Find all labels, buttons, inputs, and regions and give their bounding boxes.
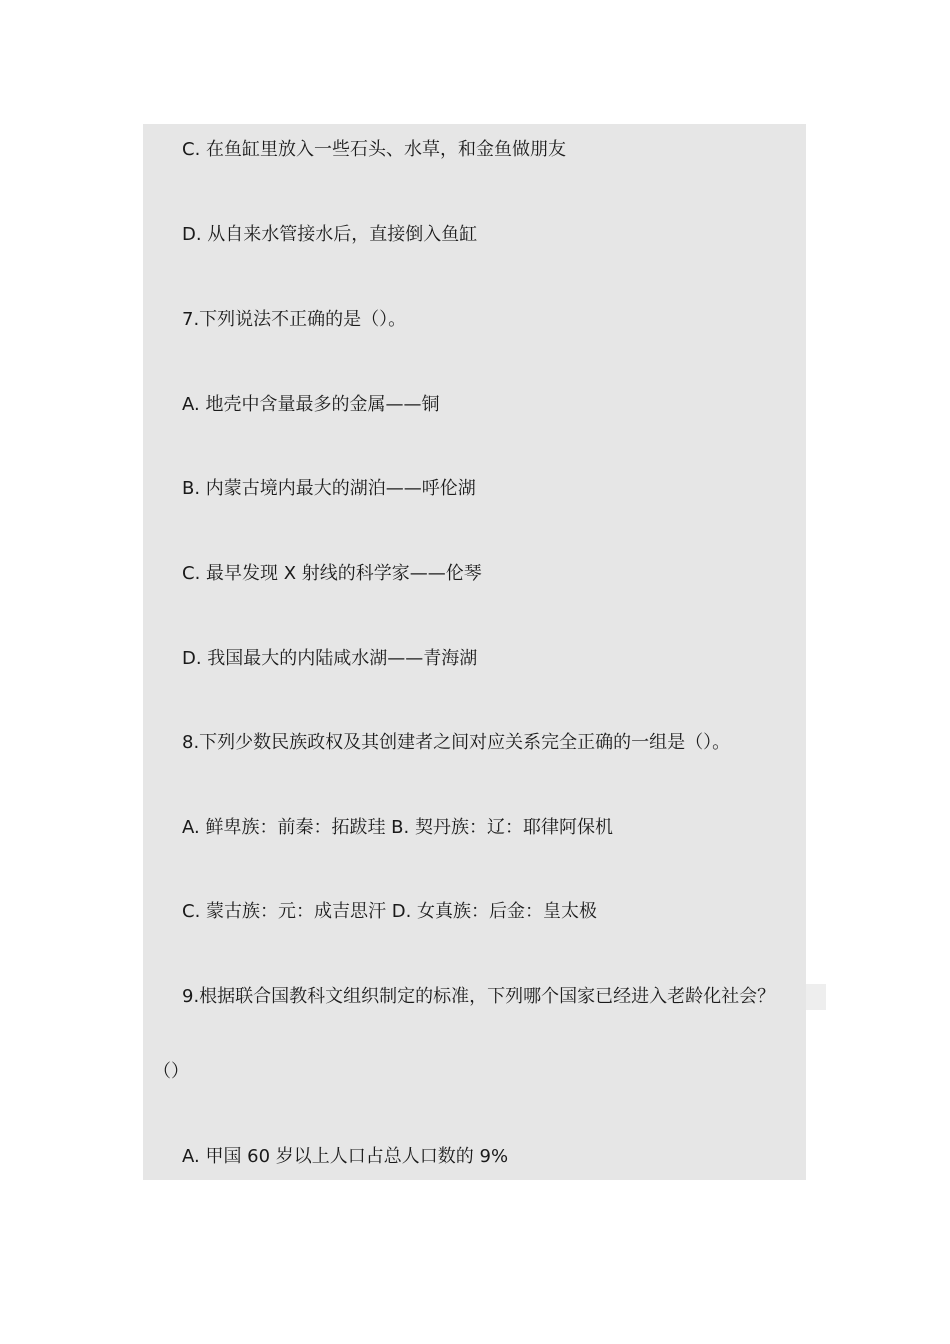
option-7b: B. 内蒙古境内最大的湖泊——呼伦湖 bbox=[182, 478, 476, 499]
option-8cd: C. 蒙古族：元：成吉思汗 D. 女真族：后金：皇太极 bbox=[182, 901, 598, 922]
question-8: 8.下列少数民族政权及其创建者之间对应关系完全正确的一组是（）。 bbox=[182, 732, 731, 753]
option-8ab: A. 鲜卑族：前秦：拓跋珪 B. 契丹族：辽：耶律阿保机 bbox=[182, 817, 613, 838]
question-9: 9.根据联合国教科文组织制定的标准，下列哪个国家已经进入老龄化社会？ bbox=[182, 986, 776, 1007]
option-7d: D. 我国最大的内陆咸水湖——青海湖 bbox=[182, 648, 478, 669]
question-9-blank: （） bbox=[153, 1061, 189, 1082]
option-6d: D. 从自来水管接水后，直接倒入鱼缸 bbox=[182, 224, 478, 245]
option-9a: A. 甲国 60 岁以上人口占总人口数的 9% bbox=[182, 1146, 509, 1167]
question-7: 7.下列说法不正确的是（）。 bbox=[182, 309, 407, 330]
option-7a: A. 地壳中含量最多的金属——铜 bbox=[182, 394, 440, 415]
option-6c: C. 在鱼缸里放入一些石头、水草，和金鱼做朋友 bbox=[182, 139, 567, 160]
line-overflow-shade bbox=[806, 984, 826, 1010]
option-7c: C. 最早发现 X 射线的科学家——伦琴 bbox=[182, 563, 482, 584]
